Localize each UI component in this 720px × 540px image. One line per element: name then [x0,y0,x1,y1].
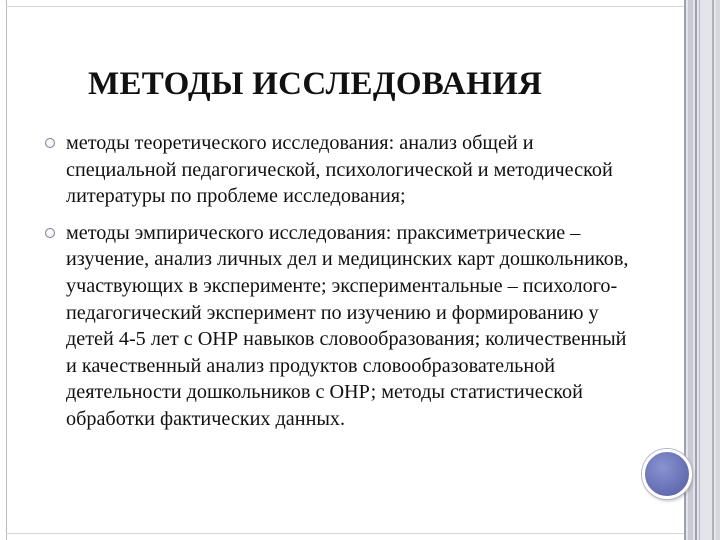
frame-left-line [6,0,7,540]
bullet-item [44,220,634,433]
bullet-text: методы эмпирического исследования: праксиметрические – изучение, анализ личных дел и медицинских карт дошкольников, участвующих в эксперименте; экспериментальные – психолого-педагогический эксперимент по изучению и формированию у детей 4-5 лет с ОНР навыков словообразования; количественный и качественный анализ продуктов словообразовательной деятельности дошкольников с ОНР; методы статистической обработки фактических данных. [66,221,629,430]
right-bar-stripe [688,0,693,540]
frame-top-line [6,6,684,7]
bullet-circle-icon [45,138,55,148]
bullet-text: методы теоретического исследования: анализ общей и специальной педагогической, психологической и методической литературы по проблеме исследования; [66,132,613,208]
right-bar-stripe [695,0,697,540]
bullet-list [44,130,634,443]
frame-bottom-line [6,533,684,534]
slide-nav-circle-icon[interactable] [642,449,692,499]
right-bar-stripe [699,0,700,540]
right-bar-stripe [716,0,720,540]
slide-title: МЕТОДЫ ИССЛЕДОВАНИЯ [88,66,543,102]
bullet-circle-icon [45,228,55,238]
right-bar-stripe [712,0,714,540]
bullet-item [44,130,634,210]
right-decorative-bar [684,0,720,540]
